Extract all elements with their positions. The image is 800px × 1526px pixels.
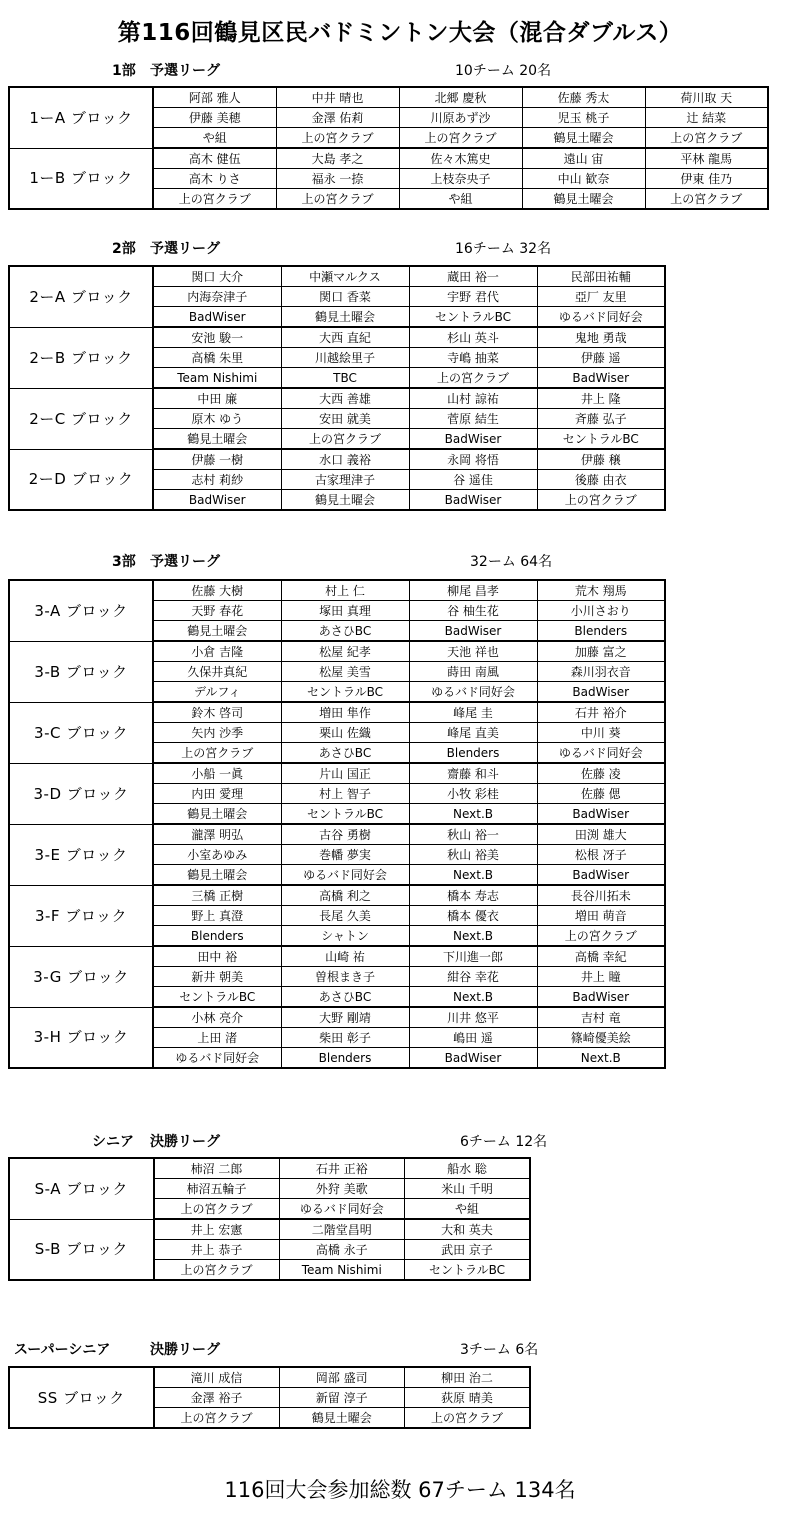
player-cell: 石井 裕介 xyxy=(537,702,665,723)
player-cell: 松屋 紀孝 xyxy=(281,641,409,662)
block-name: 2ーD ブロック xyxy=(9,449,153,510)
club-cell: 上の宮クラブ xyxy=(154,1260,279,1281)
club-cell: BadWiser xyxy=(537,987,665,1008)
player-cell: 蒔田 南風 xyxy=(409,662,537,682)
club-cell: BadWiser xyxy=(409,621,537,642)
team-count: 32ーム 64名 xyxy=(470,554,553,570)
player-cell: 佐藤 凌 xyxy=(537,763,665,784)
player-cell: 柳尾 昌孝 xyxy=(409,580,537,601)
player-cell: 内海奈津子 xyxy=(153,287,281,307)
block-name: 3-B ブロック xyxy=(9,641,153,702)
division-name: 1部 xyxy=(112,63,136,79)
player-cell: 井上 恭子 xyxy=(154,1240,279,1260)
block-table-div3 xyxy=(8,579,666,1069)
player-cell: 斉藤 弘子 xyxy=(537,409,665,429)
club-cell: 上の宮クラブ xyxy=(399,128,522,149)
player-cell: 曽根まき子 xyxy=(281,967,409,987)
player-cell: 上枝奈央子 xyxy=(399,169,522,189)
club-cell: 上の宮クラブ xyxy=(645,189,768,210)
player-cell: 高橋 利之 xyxy=(281,885,409,906)
player-cell: 中瀬マルクス xyxy=(281,266,409,287)
player-cell: 関口 大介 xyxy=(153,266,281,287)
player-cell: 佐藤 秀太 xyxy=(522,87,645,108)
division-name: 3部 xyxy=(112,554,136,570)
player-cell: 巻幡 夢実 xyxy=(281,845,409,865)
league-type: 予選リーグ xyxy=(150,63,220,79)
player-cell: 鈴木 啓司 xyxy=(153,702,281,723)
block-name: S-B ブロック xyxy=(9,1219,154,1280)
team-count: 16チーム 32名 xyxy=(455,241,552,257)
club-cell: ゆるバド同好会 xyxy=(281,865,409,886)
player-cell: 遠山 宙 xyxy=(522,148,645,169)
player-cell: 佐藤 大樹 xyxy=(153,580,281,601)
club-cell: 上の宮クラブ xyxy=(645,128,768,149)
player-cell: 小川さおり xyxy=(537,601,665,621)
club-cell: 鶴見土曜会 xyxy=(279,1408,404,1429)
block-name: 1ーA ブロック xyxy=(9,87,153,148)
team-count: 6チーム 12名 xyxy=(460,1134,548,1150)
club-cell: 上の宮クラブ xyxy=(153,743,281,764)
club-cell: 上の宮クラブ xyxy=(276,128,399,149)
player-cell: 伊藤 遥 xyxy=(537,348,665,368)
league-type: 予選リーグ xyxy=(150,241,220,257)
player-cell: 菅原 結生 xyxy=(409,409,537,429)
player-cell: 齋藤 和斗 xyxy=(409,763,537,784)
club-cell: ゆるバド同好会 xyxy=(153,1048,281,1069)
club-cell: や組 xyxy=(399,189,522,210)
player-row xyxy=(9,87,768,108)
block-name: 3-F ブロック xyxy=(9,885,153,946)
club-cell: Blenders xyxy=(537,621,665,642)
player-cell: 松屋 美雪 xyxy=(281,662,409,682)
player-cell: 佐藤 偲 xyxy=(537,784,665,804)
club-cell: 上の宮クラブ xyxy=(153,189,276,210)
club-cell: Team Nishimi xyxy=(279,1260,404,1281)
player-row xyxy=(9,449,665,470)
club-cell: ゆるバド同好会 xyxy=(279,1199,404,1220)
club-cell: セントラルBC xyxy=(281,804,409,825)
player-row xyxy=(9,148,768,169)
club-cell: 上の宮クラブ xyxy=(537,926,665,947)
player-cell: 荷川取 天 xyxy=(645,87,768,108)
block-table-supersenior xyxy=(8,1366,531,1429)
player-cell: 瀧澤 明弘 xyxy=(153,824,281,845)
player-cell: 秋山 裕一 xyxy=(409,824,537,845)
league-type: 予選リーグ xyxy=(150,554,220,570)
player-cell: 吉村 竜 xyxy=(537,1007,665,1028)
player-cell: 小倉 吉隆 xyxy=(153,641,281,662)
player-cell: 高橋 朱里 xyxy=(153,348,281,368)
player-row xyxy=(9,1367,530,1388)
section-header-div1 xyxy=(0,60,800,80)
club-cell: セントラルBC xyxy=(409,307,537,328)
club-cell: Blenders xyxy=(153,926,281,947)
division-name: シニア xyxy=(92,1134,134,1150)
block-name: 3-D ブロック xyxy=(9,763,153,824)
player-cell: 金澤 佑莉 xyxy=(276,108,399,128)
player-cell: 増田 隼作 xyxy=(281,702,409,723)
player-row xyxy=(9,388,665,409)
player-cell: 長谷川拓未 xyxy=(537,885,665,906)
player-cell: 天野 春花 xyxy=(153,601,281,621)
player-row xyxy=(9,946,665,967)
player-cell: 村上 仁 xyxy=(281,580,409,601)
player-cell: 塚田 真理 xyxy=(281,601,409,621)
club-cell: BadWiser xyxy=(537,682,665,703)
club-cell: Blenders xyxy=(281,1048,409,1069)
player-row xyxy=(9,702,665,723)
player-cell: 田中 裕 xyxy=(153,946,281,967)
player-cell: 志村 莉紗 xyxy=(153,470,281,490)
player-cell: 小牧 彩桂 xyxy=(409,784,537,804)
player-cell: 増田 萌音 xyxy=(537,906,665,926)
club-cell: あさひBC xyxy=(281,621,409,642)
player-cell: 栗山 佐織 xyxy=(281,723,409,743)
player-cell: 紺谷 幸花 xyxy=(409,967,537,987)
player-cell: 中山 歓奈 xyxy=(522,169,645,189)
player-cell: 中川 葵 xyxy=(537,723,665,743)
player-row xyxy=(9,885,665,906)
player-cell: 伊東 佳乃 xyxy=(645,169,768,189)
player-cell: 安池 駿一 xyxy=(153,327,281,348)
club-cell: 上の宮クラブ xyxy=(409,368,537,389)
player-cell: 伊藤 美穂 xyxy=(153,108,276,128)
block-table-senior xyxy=(8,1157,531,1281)
club-cell: Next.B xyxy=(409,865,537,886)
club-cell: セントラルBC xyxy=(537,429,665,450)
player-cell: 古家理津子 xyxy=(281,470,409,490)
player-cell: 中田 廉 xyxy=(153,388,281,409)
player-cell: 原木 ゆう xyxy=(153,409,281,429)
league-type: 決勝リーグ xyxy=(150,1134,220,1150)
player-cell: 外狩 美歌 xyxy=(279,1179,404,1199)
block-name: 2ーB ブロック xyxy=(9,327,153,388)
player-cell: 柿沼五輪子 xyxy=(154,1179,279,1199)
club-cell: あさひBC xyxy=(281,987,409,1008)
club-cell: セントラルBC xyxy=(404,1260,530,1281)
player-cell: 高橋 永子 xyxy=(279,1240,404,1260)
player-row xyxy=(9,1007,665,1028)
player-cell: 柴田 彰子 xyxy=(281,1028,409,1048)
player-cell: 滝川 成信 xyxy=(154,1367,279,1388)
club-cell: BadWiser xyxy=(153,490,281,511)
player-cell: 井上 隆 xyxy=(537,388,665,409)
block-name: 3-H ブロック xyxy=(9,1007,153,1068)
club-cell: 鶴見土曜会 xyxy=(281,490,409,511)
club-cell: デルフィ xyxy=(153,682,281,703)
player-cell: 福永 一捺 xyxy=(276,169,399,189)
player-cell: 川原あず沙 xyxy=(399,108,522,128)
player-cell: 松根 冴子 xyxy=(537,845,665,865)
player-cell: 上田 渚 xyxy=(153,1028,281,1048)
club-cell: Next.B xyxy=(409,987,537,1008)
player-cell: 小室あゆみ xyxy=(153,845,281,865)
section-header-supersenior xyxy=(0,1339,800,1359)
player-cell: 平林 龍馬 xyxy=(645,148,768,169)
player-cell: 武田 京子 xyxy=(404,1240,530,1260)
player-cell: 後藤 由衣 xyxy=(537,470,665,490)
player-cell: 篠崎優美絵 xyxy=(537,1028,665,1048)
player-cell: 橋本 優衣 xyxy=(409,906,537,926)
player-row xyxy=(9,641,665,662)
player-cell: 川井 悠平 xyxy=(409,1007,537,1028)
player-cell: 森川羽衣音 xyxy=(537,662,665,682)
player-cell: 橋本 寿志 xyxy=(409,885,537,906)
team-count: 10チーム 20名 xyxy=(455,63,552,79)
player-cell: 民部田祐輔 xyxy=(537,266,665,287)
block-name: SS ブロック xyxy=(9,1367,154,1428)
player-cell: 井上 宏憲 xyxy=(154,1219,279,1240)
player-cell: 川越絵里子 xyxy=(281,348,409,368)
club-cell: Next.B xyxy=(409,926,537,947)
player-cell: 金澤 裕子 xyxy=(154,1388,279,1408)
player-cell: 北郷 慶秋 xyxy=(399,87,522,108)
club-cell: 上の宮クラブ xyxy=(537,490,665,511)
player-cell: 伊藤 一樹 xyxy=(153,449,281,470)
block-table-div2 xyxy=(8,265,666,511)
player-cell: 峰尾 圭 xyxy=(409,702,537,723)
player-row xyxy=(9,327,665,348)
player-cell: 井上 瞳 xyxy=(537,967,665,987)
block-name: 2ーC ブロック xyxy=(9,388,153,449)
player-cell: 寺嶋 抽菜 xyxy=(409,348,537,368)
player-row xyxy=(9,1158,530,1179)
block-name: 3-G ブロック xyxy=(9,946,153,1007)
league-type: 決勝リーグ xyxy=(150,1342,220,1358)
club-cell: Next.B xyxy=(537,1048,665,1069)
club-cell: 鶴見土曜会 xyxy=(153,804,281,825)
player-cell: 児玉 桃子 xyxy=(522,108,645,128)
player-cell: 水口 義裕 xyxy=(281,449,409,470)
player-cell: 矢内 沙季 xyxy=(153,723,281,743)
player-cell: 荒木 翔馬 xyxy=(537,580,665,601)
player-cell: 大西 直紀 xyxy=(281,327,409,348)
club-cell: シャトン xyxy=(281,926,409,947)
page-title: 第116回鶴見区民バドミントン大会（混合ダブルス） xyxy=(117,20,683,46)
player-cell: 田渕 雄大 xyxy=(537,824,665,845)
player-row xyxy=(9,1219,530,1240)
player-cell: 新井 朝美 xyxy=(153,967,281,987)
player-cell: 高橋 幸紀 xyxy=(537,946,665,967)
block-name: 3-E ブロック xyxy=(9,824,153,885)
player-cell: 加藤 富之 xyxy=(537,641,665,662)
club-cell: あさひBC xyxy=(281,743,409,764)
player-cell: 永岡 将悟 xyxy=(409,449,537,470)
club-cell: や組 xyxy=(404,1199,530,1220)
player-cell: 長尾 久美 xyxy=(281,906,409,926)
player-row xyxy=(9,824,665,845)
player-cell: 大島 孝之 xyxy=(276,148,399,169)
player-cell: 阿部 雅人 xyxy=(153,87,276,108)
player-cell: 小船 一眞 xyxy=(153,763,281,784)
player-cell: 嶋田 遥 xyxy=(409,1028,537,1048)
club-cell: Next.B xyxy=(409,804,537,825)
player-cell: 久保井真紀 xyxy=(153,662,281,682)
club-cell: 鶴見土曜会 xyxy=(281,307,409,328)
player-row xyxy=(9,580,665,601)
player-cell: 内田 愛理 xyxy=(153,784,281,804)
player-cell: 天池 祥也 xyxy=(409,641,537,662)
block-table-div1 xyxy=(8,86,769,210)
club-cell: や組 xyxy=(153,128,276,149)
player-cell: 村上 智子 xyxy=(281,784,409,804)
club-cell: 上の宮クラブ xyxy=(404,1408,530,1429)
player-cell: 片山 国正 xyxy=(281,763,409,784)
block-name: 1ーB ブロック xyxy=(9,148,153,209)
grand-total: 116回大会参加総数 67チーム 134名 xyxy=(224,1478,576,1502)
player-cell: 蔵田 裕一 xyxy=(409,266,537,287)
division-name: 2部 xyxy=(112,241,136,257)
player-cell: 新留 淳子 xyxy=(279,1388,404,1408)
player-cell: 谷 柚生花 xyxy=(409,601,537,621)
player-cell: 石井 正裕 xyxy=(279,1158,404,1179)
player-cell: 鬼地 勇哉 xyxy=(537,327,665,348)
club-cell: ゆるバド同好会 xyxy=(537,743,665,764)
player-cell: 谷 遥佳 xyxy=(409,470,537,490)
section-header-div2 xyxy=(0,238,800,258)
player-cell: 安田 就美 xyxy=(281,409,409,429)
club-cell: BadWiser xyxy=(409,1048,537,1069)
player-cell: 柿沼 二郎 xyxy=(154,1158,279,1179)
player-cell: 三橋 正樹 xyxy=(153,885,281,906)
section-header-senior xyxy=(0,1131,800,1151)
club-cell: 鶴見土曜会 xyxy=(522,189,645,210)
block-name: 3-C ブロック xyxy=(9,702,153,763)
player-cell: 秋山 裕美 xyxy=(409,845,537,865)
division-name: スーパーシニア xyxy=(14,1342,111,1358)
club-cell: 上の宮クラブ xyxy=(281,429,409,450)
player-cell: 小林 亮介 xyxy=(153,1007,281,1028)
player-cell: 高木 りさ xyxy=(153,169,276,189)
club-cell: 鶴見土曜会 xyxy=(153,621,281,642)
player-cell: 下川進一郎 xyxy=(409,946,537,967)
player-cell: 山村 諒祐 xyxy=(409,388,537,409)
player-cell: 大西 善雄 xyxy=(281,388,409,409)
player-row xyxy=(9,763,665,784)
player-cell: 杉山 英斗 xyxy=(409,327,537,348)
player-cell: 伊藤 穣 xyxy=(537,449,665,470)
player-cell: 亞厂 友里 xyxy=(537,287,665,307)
player-cell: 荻原 晴美 xyxy=(404,1388,530,1408)
club-cell: BadWiser xyxy=(537,865,665,886)
block-name: 2ーA ブロック xyxy=(9,266,153,327)
player-cell: 船水 聡 xyxy=(404,1158,530,1179)
player-cell: 辻 結菜 xyxy=(645,108,768,128)
club-cell: 上の宮クラブ xyxy=(154,1408,279,1429)
club-cell: セントラルBC xyxy=(281,682,409,703)
player-cell: 野上 真澄 xyxy=(153,906,281,926)
player-cell: 関口 香菜 xyxy=(281,287,409,307)
player-row xyxy=(9,266,665,287)
club-cell: 鶴見土曜会 xyxy=(153,865,281,886)
player-cell: 古谷 勇樹 xyxy=(281,824,409,845)
club-cell: セントラルBC xyxy=(153,987,281,1008)
player-cell: 二階堂昌明 xyxy=(279,1219,404,1240)
block-name: S-A ブロック xyxy=(9,1158,154,1219)
club-cell: Blenders xyxy=(409,743,537,764)
club-cell: 上の宮クラブ xyxy=(154,1199,279,1220)
team-count: 3チーム 6名 xyxy=(460,1342,539,1358)
player-cell: 佐々木篤史 xyxy=(399,148,522,169)
player-cell: 高木 健伍 xyxy=(153,148,276,169)
club-cell: 鶴見土曜会 xyxy=(153,429,281,450)
club-cell: TBC xyxy=(281,368,409,389)
section-header-div3 xyxy=(0,551,800,571)
player-cell: 山崎 祐 xyxy=(281,946,409,967)
player-cell: 大和 英夫 xyxy=(404,1219,530,1240)
club-cell: 上の宮クラブ xyxy=(276,189,399,210)
club-cell: BadWiser xyxy=(153,307,281,328)
club-cell: ゆるバド同好会 xyxy=(409,682,537,703)
player-cell: 柳田 治二 xyxy=(404,1367,530,1388)
club-cell: BadWiser xyxy=(409,429,537,450)
player-cell: 岡部 盛司 xyxy=(279,1367,404,1388)
club-cell: 鶴見土曜会 xyxy=(522,128,645,149)
club-cell: BadWiser xyxy=(409,490,537,511)
club-cell: Team Nishimi xyxy=(153,368,281,389)
player-cell: 宇野 君代 xyxy=(409,287,537,307)
club-cell: BadWiser xyxy=(537,804,665,825)
player-cell: 中井 晴也 xyxy=(276,87,399,108)
block-name: 3-A ブロック xyxy=(9,580,153,641)
player-cell: 米山 千明 xyxy=(404,1179,530,1199)
player-cell: 峰尾 直美 xyxy=(409,723,537,743)
club-cell: ゆるバド同好会 xyxy=(537,307,665,328)
player-cell: 大野 剛靖 xyxy=(281,1007,409,1028)
club-cell: BadWiser xyxy=(537,368,665,389)
